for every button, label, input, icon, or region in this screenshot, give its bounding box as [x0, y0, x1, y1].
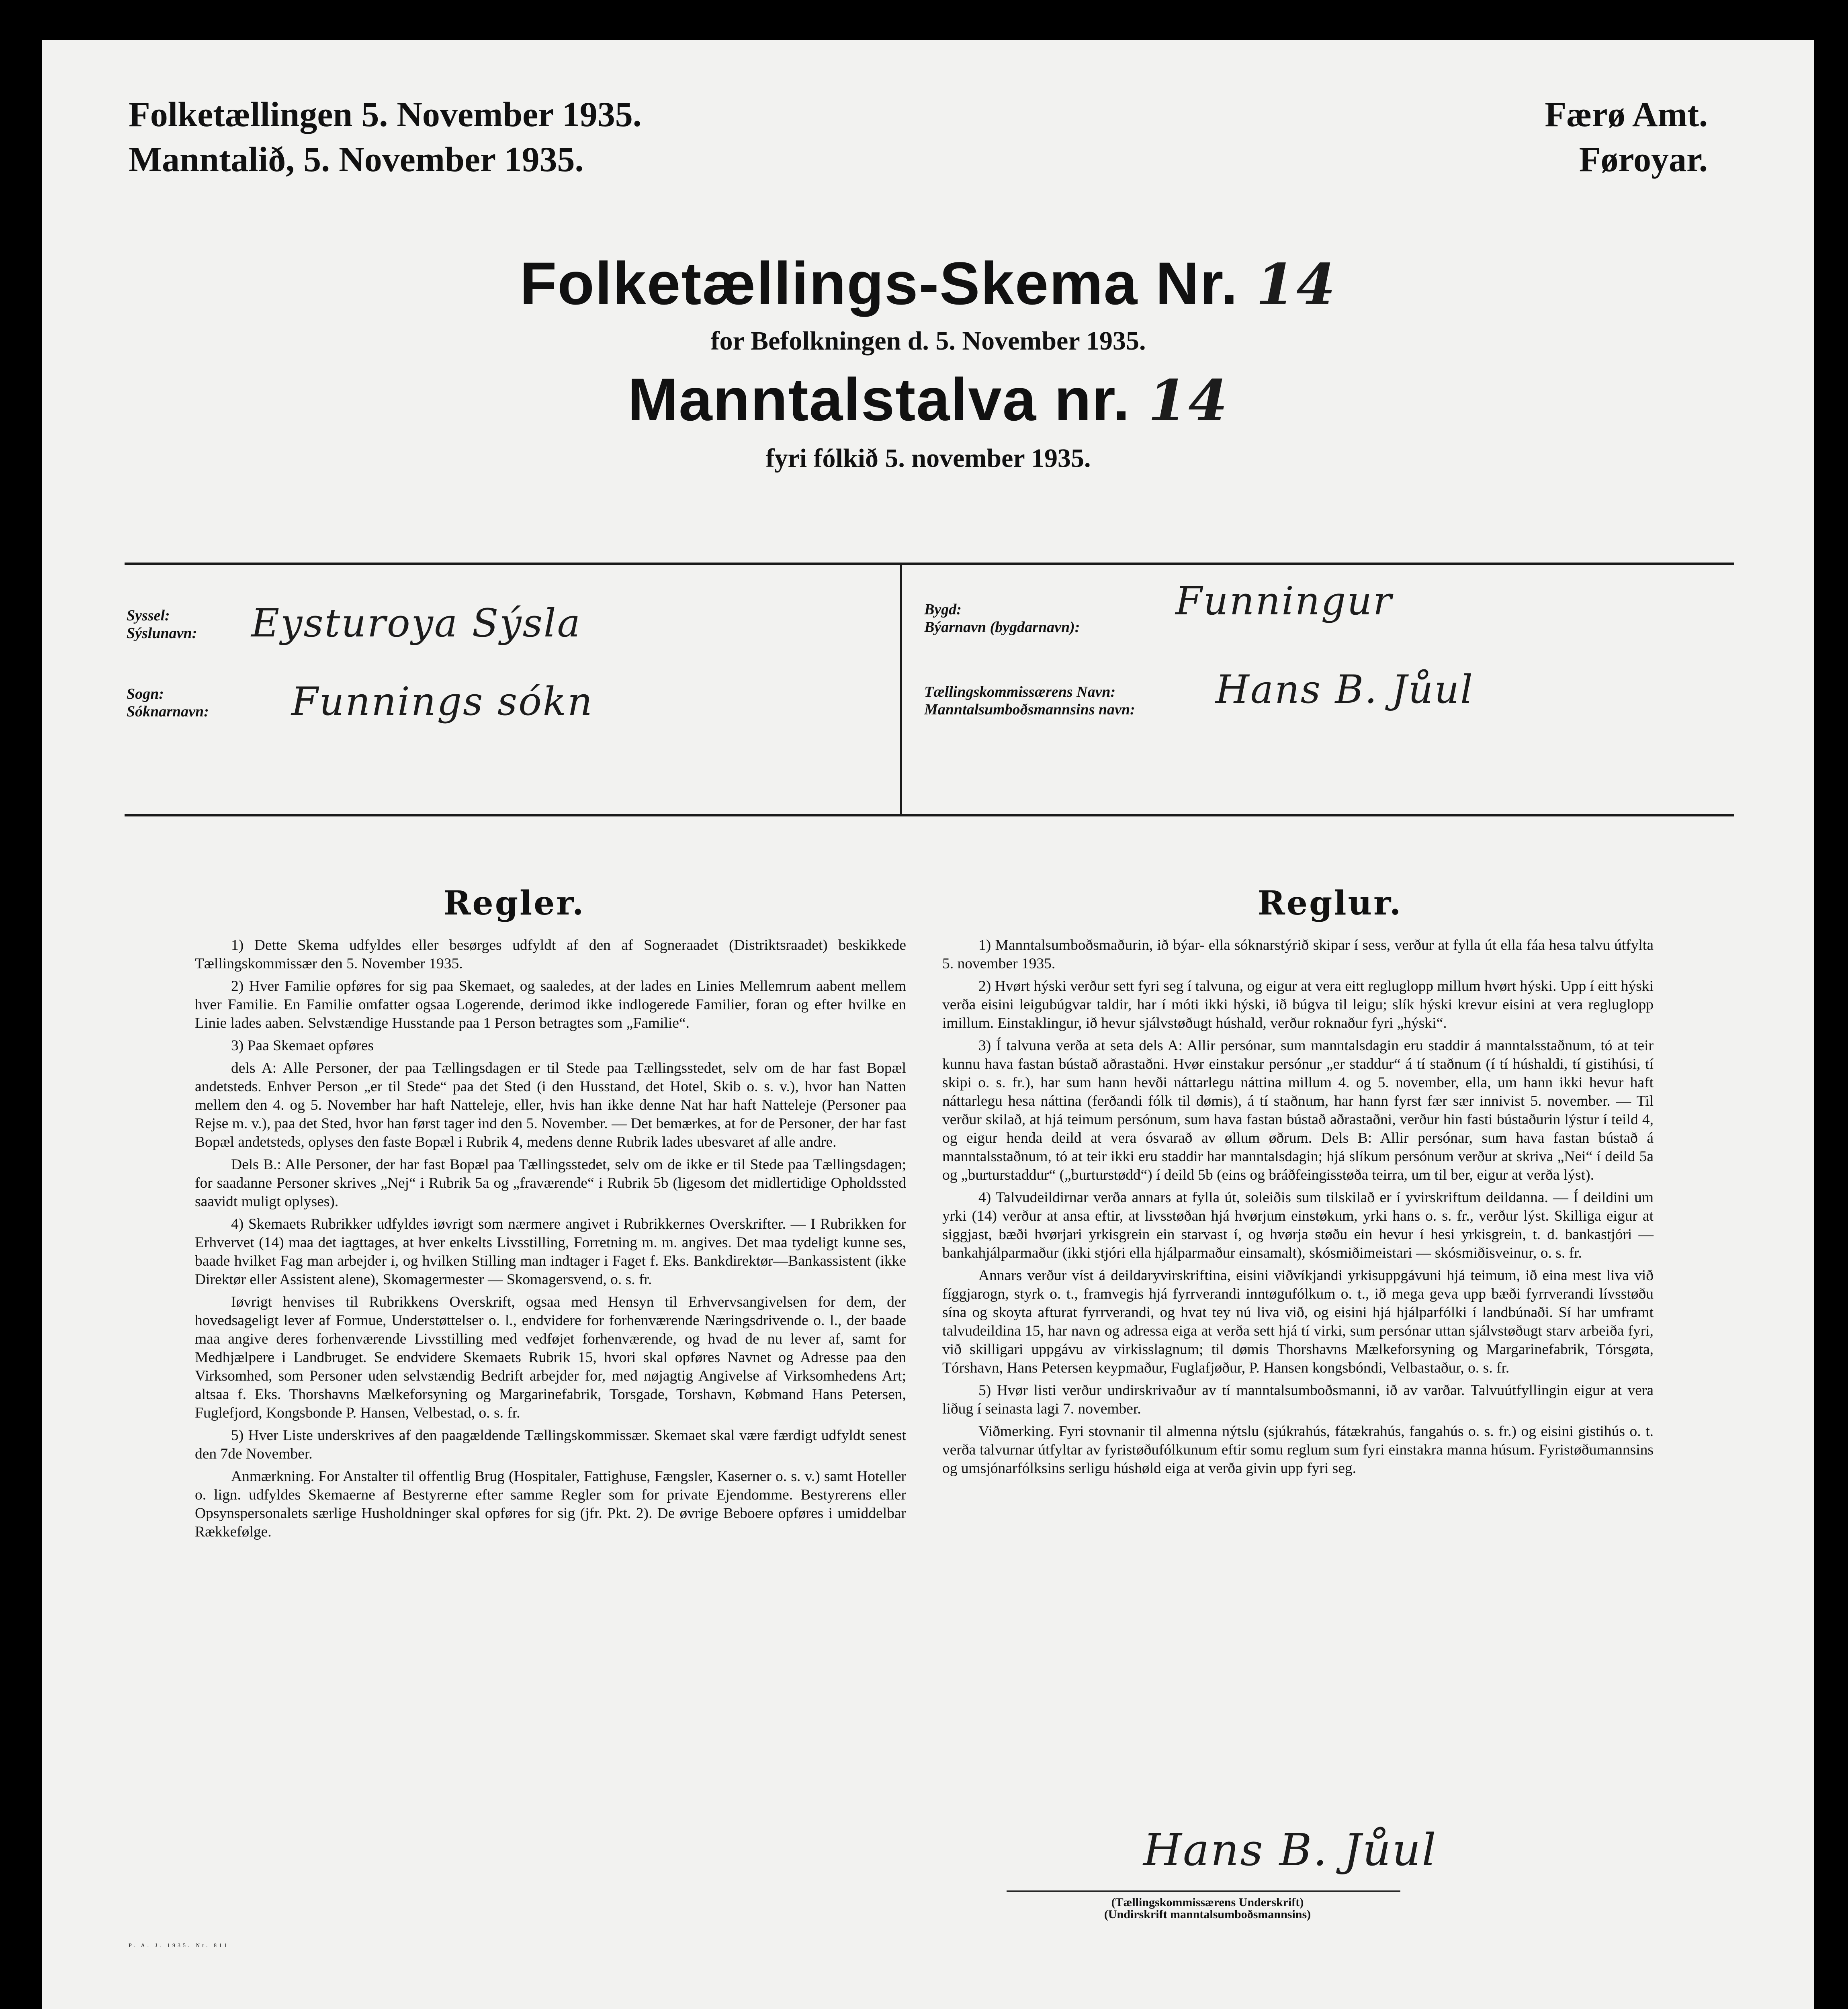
- right-column-title: Reglur.: [1257, 884, 1403, 923]
- title-line1-text: Folketællings-Skema Nr.: [520, 250, 1238, 317]
- bygd-label: [924, 601, 1080, 636]
- rule-paragraph: 3) Í talvuna verða at seta dels A: Allir persónar, sum manntalsdagin eru staddir á manntalsstaðnum, tó at teir kunnu hava fastan bústað aðrastaðni. Hvør einstakur persónur „er staddur“ á tí staðnum (í tí húshaldi, tí gistihúsi, tí skipi o. s. fr.), har sum hann hevði náttarlegu náttina millum 4. og 5. november, ella, um hann ikki hevur haft náttarlegu hesa náttina (ferðandi fólk til dømis), á tí staðnum, har hann fyrst fær sær innivist 5. november. — Til verður skilað, at hjá teimum persónum, sum hava fastan bústað aðrastaðni, verður hin fasti bústaðurin lýstur í teild 4, og eigur henda deild at vera ósvarað av øllum øðrum. Dels B: Allir persónar, sum hava fastan bústað á manntalsstaðnum, tó at teir ikki eru staddir har manntalsdagin; hjá slíkum persónum verður at skriva „Nei“ í deild 5a og „burturstaddur“ („burturstødd“) í deild 5b (eins og bráðfeingisstøða teirra, um til ber, eigur at verða lýst).: [942, 1037, 1654, 1183]
- signature-label-fo: (Undirskrift manntalsumboðsmannsins): [1104, 1908, 1311, 1921]
- rule-paragraph: Viðmerking. Fyri stovnanir til almenna nýtslu (sjúkrahús, fátækrahús, fangahús o. s. fr.) og eisini gistihús o. t. verða talvurnar útfyltar av fyristøðufólkunum eftir somu reglum sum fyri einstakra manna húsum. Fyristøðumannsins og umsjónarfólksins serligu húshøld eiga at verða givin upp fyri seg.: [942, 1423, 1654, 1477]
- title-line3-number: 14: [1148, 368, 1229, 434]
- header-right-line1: Færø Amt.: [1545, 95, 1708, 134]
- rule-paragraph: 3) Paa Skemaet opføres: [231, 1037, 374, 1054]
- rule-paragraph: 2) Hvørt hýski verður sett fyri seg í talvuna, og eigur at vera eitt regluglopp millum hvørt hýski. Upp í eitt hýski verða eisini leigubúgvar taldir, har í móti ikki hýski, ið búgva til leigu; slík hýski krevur eisini at vera regluglopp imillum. Einstaklingur, ið hevur sjálvstøðugt húshald, verður roknaður fyri „hýski“.: [942, 978, 1654, 1031]
- title-block: [42, 249, 1814, 477]
- bygd-label-fo: Býarnavn (bygdarnavn):: [924, 619, 1080, 636]
- header-right: [1545, 92, 1708, 182]
- rule-paragraph: Annars verður víst á deildaryvirskriftina, eisini viðvíkjandi yrkisuppgávuni hjá teimum, ið eina mest liva við fíggjarogn, styrk o. t., framvegis hjá fyrrverandi inntøgufólkum o. t., ið mega geva upp bæði fyrrverandi lívsstøðu sína og skoyta afturat fyrrverandi, og hvat tey nú liva við, og eisini hjá hjálparfólki í landbúnaði. Sí har umframt talvudeildina 15, har navn og adressa eiga at verða sett hjá tí virki, sum persónar uttan sjálvstøðugt starv arbeiða fyri, við skilligari uppgávu av virkisslagnum; til dømis Thorshavns Mælkeforsyning og Margarinefabrik, Tórsgøta, Tórshavn, Hans Petersen keypmaður, Fuglafjøður, P. Hansen kongsbóndi, Velbastaður, o. s. fr.: [942, 1267, 1654, 1376]
- census-form-sheet: [42, 40, 1814, 2009]
- printer-mark: P. A. J. 1935. Nr. 811: [129, 1943, 229, 1949]
- title-line1: [42, 249, 1814, 319]
- kommissaer-label-da: Tællingskommissærens Navn:: [924, 683, 1116, 700]
- rule-paragraph: Iøvrigt henvises til Rubrikkens Overskrift, ogsaa med Hensyn til Erhvervsangivelsen for dem, der hovedsageligt lever af Formue, Understøttelser o. l., endvidere for forhenværende Næringsdrivende o. l., der baade maa angive deres forhenværende Livsstilling med vedføjet forhenværende, og hvad de nu lever af, samt for Medhjælpere i Landbruget. Se endvidere Skemaets Rubrik 15, hvori skal opføres Navnet og Adresse paa den Virksomhed, som Personer uden selvstændig Bedrift arbejder for, med nøjagtig Angivelse af Virksomhedens Art; altsaa f. Eks. Thorshavns Mælkeforsyning og Margarinefabrik, Torsgade, Torshavn, Købmand Hans Petersen, Fuglefjord, Kongsbonde P. Hansen, Velbestad, o. s. fr.: [195, 1294, 906, 1421]
- title-line3: [42, 363, 1814, 437]
- form-top-rule: [125, 563, 1734, 565]
- rule-paragraph: Dels B.: Alle Personer, der har fast Bopæl paa Tællingsstedet, selv om de ikke er til Stede paa Tællingsdagen; for saadanne Personer skrives „Nej“ i Rubrik 5a og „fraværende“ i Rubrik 5b (ligesom det midlertidige Opholdssted saavidt muligt oplyses).: [195, 1156, 906, 1210]
- title-line3-text: Manntalstalva nr.: [628, 366, 1131, 433]
- title-line4: fyri fólkið 5. november 1935.: [765, 444, 1091, 473]
- bygd-value: Funningur: [1175, 579, 1393, 624]
- signature-line: [1007, 1890, 1400, 1892]
- left-column-text: [195, 936, 906, 1545]
- form-bottom-rule: [125, 814, 1734, 816]
- right-column-text: [942, 936, 1654, 1482]
- kommissaer-value: Hans B. Jůul: [1216, 667, 1474, 712]
- syssel-label-da: Syssel:: [127, 607, 170, 624]
- header-left: [129, 92, 642, 182]
- sogn-label-fo: Sóknarnavn:: [127, 703, 209, 720]
- left-column-title: Regler.: [443, 884, 585, 923]
- rule-paragraph: 5) Hver Liste underskrives af den paagældende Tællingskommissær. Skemaet skal være færdigt udfyldt senest den 7de November.: [195, 1427, 906, 1462]
- rule-paragraph: 5) Hvør listi verður undirskrivaður av tí manntalsumboðsmanni, ið av varðar. Talvuútfyllingin eigur at vera liðug í seinasta lagi 7. november.: [942, 1382, 1654, 1417]
- rule-paragraph: dels A: Alle Personer, der paa Tællingsdagen er til Stede paa Tællingsstedet, selv om de har fast Bopæl andetsteds. Enhver Person „er til Stede“ paa det Sted (i den Husstand, det Hotel, Skib o. s. v.), hvor han Natten mellem den 4. og 5. November har haft Natteleje, eller, hvis han ikke denne Nat har haft Natteleje (Personer paa Rejse m. v.), paa det Sted, hvor han først tager ind den 5. November. — Det bemærkes, at for de Personer, der har fast Bopæl andetsteds, oplyses den faste Bopæl i Rubrik 4, medens denne Rubrik lades ubesvaret af alle andre.: [195, 1060, 906, 1150]
- kommissaer-label-fo: Manntalsumboðsmannsins navn:: [924, 701, 1135, 718]
- signature-label-da: (Tællingskommissærens Underskrift): [1111, 1896, 1304, 1909]
- signature-labels: [1007, 1896, 1408, 1921]
- sogn-label: [127, 685, 209, 720]
- rule-paragraph: 1) Manntalsumboðsmaðurin, ið býar- ella sóknarstýrið skipar í sess, verður at fylla út ella fáa hesa talvu útfylta 5. november 1935.: [942, 937, 1654, 972]
- rule-paragraph: 4) Talvudeildirnar verða annars at fylla út, soleiðis sum tilskilað er í yvirskriftum deildanna. — Í deildini um yrki (14) verður at ansa eftir, at livsstøðan hjá hvørjum einstøkum, yrki hans o. s. fr., verður lýst. Skilliga eigur at siggjast, bæði hvørjari yrkisgrein ein starvast í, og hvørja støðu ein hevur í hesi yrkisgrein, t. d. bankastjóri — bankahjálparmaður (ikki stjóri ella hjálparmaður einsamalt), skósmiðimeistari — skósmiðisveinur, o. s. fr.: [942, 1189, 1654, 1261]
- title-line1-number: 14: [1256, 252, 1337, 318]
- rule-paragraph: 4) Skemaets Rubrikker udfyldes iøvrigt som nærmere angivet i Rubrikkernes Overskrifter. — I Rubrikken for Erhvervet (14) maa det iagttages, at hver enkelts Livsstilling, Forretning m. m. angives. Det maa tydeligt kunne ses, baade hvilket Fag man arbejder i, og hvilken Stilling man indtager i Faget f. Eks. Bankdirektør—Bankassistent (ikke Direktør eller Assistent alene), Skomagermester — Skomagersvend, o. s. fr.: [195, 1216, 906, 1288]
- rule-paragraph: 2) Hver Familie opføres for sig paa Skemaet, og saaledes, at der lades en Linies Mellemrum aabent mellem hver Familie. En Familie omfatter ogsaa Logerende, derimod ikke indlogerede Familier, foran og efter hvilke en Linie lades aaben. Selvstændige Husstande paa 1 Person betragtes som „Familie“.: [195, 978, 906, 1031]
- sogn-value: Funnings sókn: [291, 679, 593, 724]
- syssel-label-fo: Sýslunavn:: [127, 625, 197, 642]
- header-right-line2: Føroyar.: [1579, 140, 1708, 179]
- form-divider: [900, 565, 902, 814]
- syssel-value: Eysturoya Sýsla: [251, 601, 581, 646]
- header-left-line1: Folketællingen 5. November 1935.: [129, 95, 642, 134]
- bygd-label-da: Bygd:: [924, 601, 962, 618]
- kommissaer-label: [924, 683, 1135, 718]
- header-left-line2: Manntalið, 5. November 1935.: [129, 140, 584, 179]
- syssel-label: [127, 607, 197, 642]
- sogn-label-da: Sogn:: [127, 685, 164, 702]
- title-line2: for Befolkningen d. 5. November 1935.: [710, 326, 1146, 356]
- rule-paragraph: 1) Dette Skema udfyldes eller besørges udfyldt af den af Sogneraadet (Distriktsraadet) beskikkede Tællingskommissær den 5. November 1935.: [195, 937, 906, 972]
- signature-value: Hans B. Jůul: [1143, 1824, 1437, 1876]
- rule-paragraph: Anmærkning. For Anstalter til offentlig Brug (Hospitaler, Fattighuse, Fængsler, Kaserner o. s. v.) samt Hoteller o. lign. udfyldes Skemaerne af Bestyrerne efter samme Regler som for private Ejendomme. Bestyrerens eller Opsynspersonalets særlige Husholdninger skal opføres for sig (jfr. Pkt. 2). De øvrige Beboere opføres i umiddelbar Rækkefølge.: [195, 1468, 906, 1540]
